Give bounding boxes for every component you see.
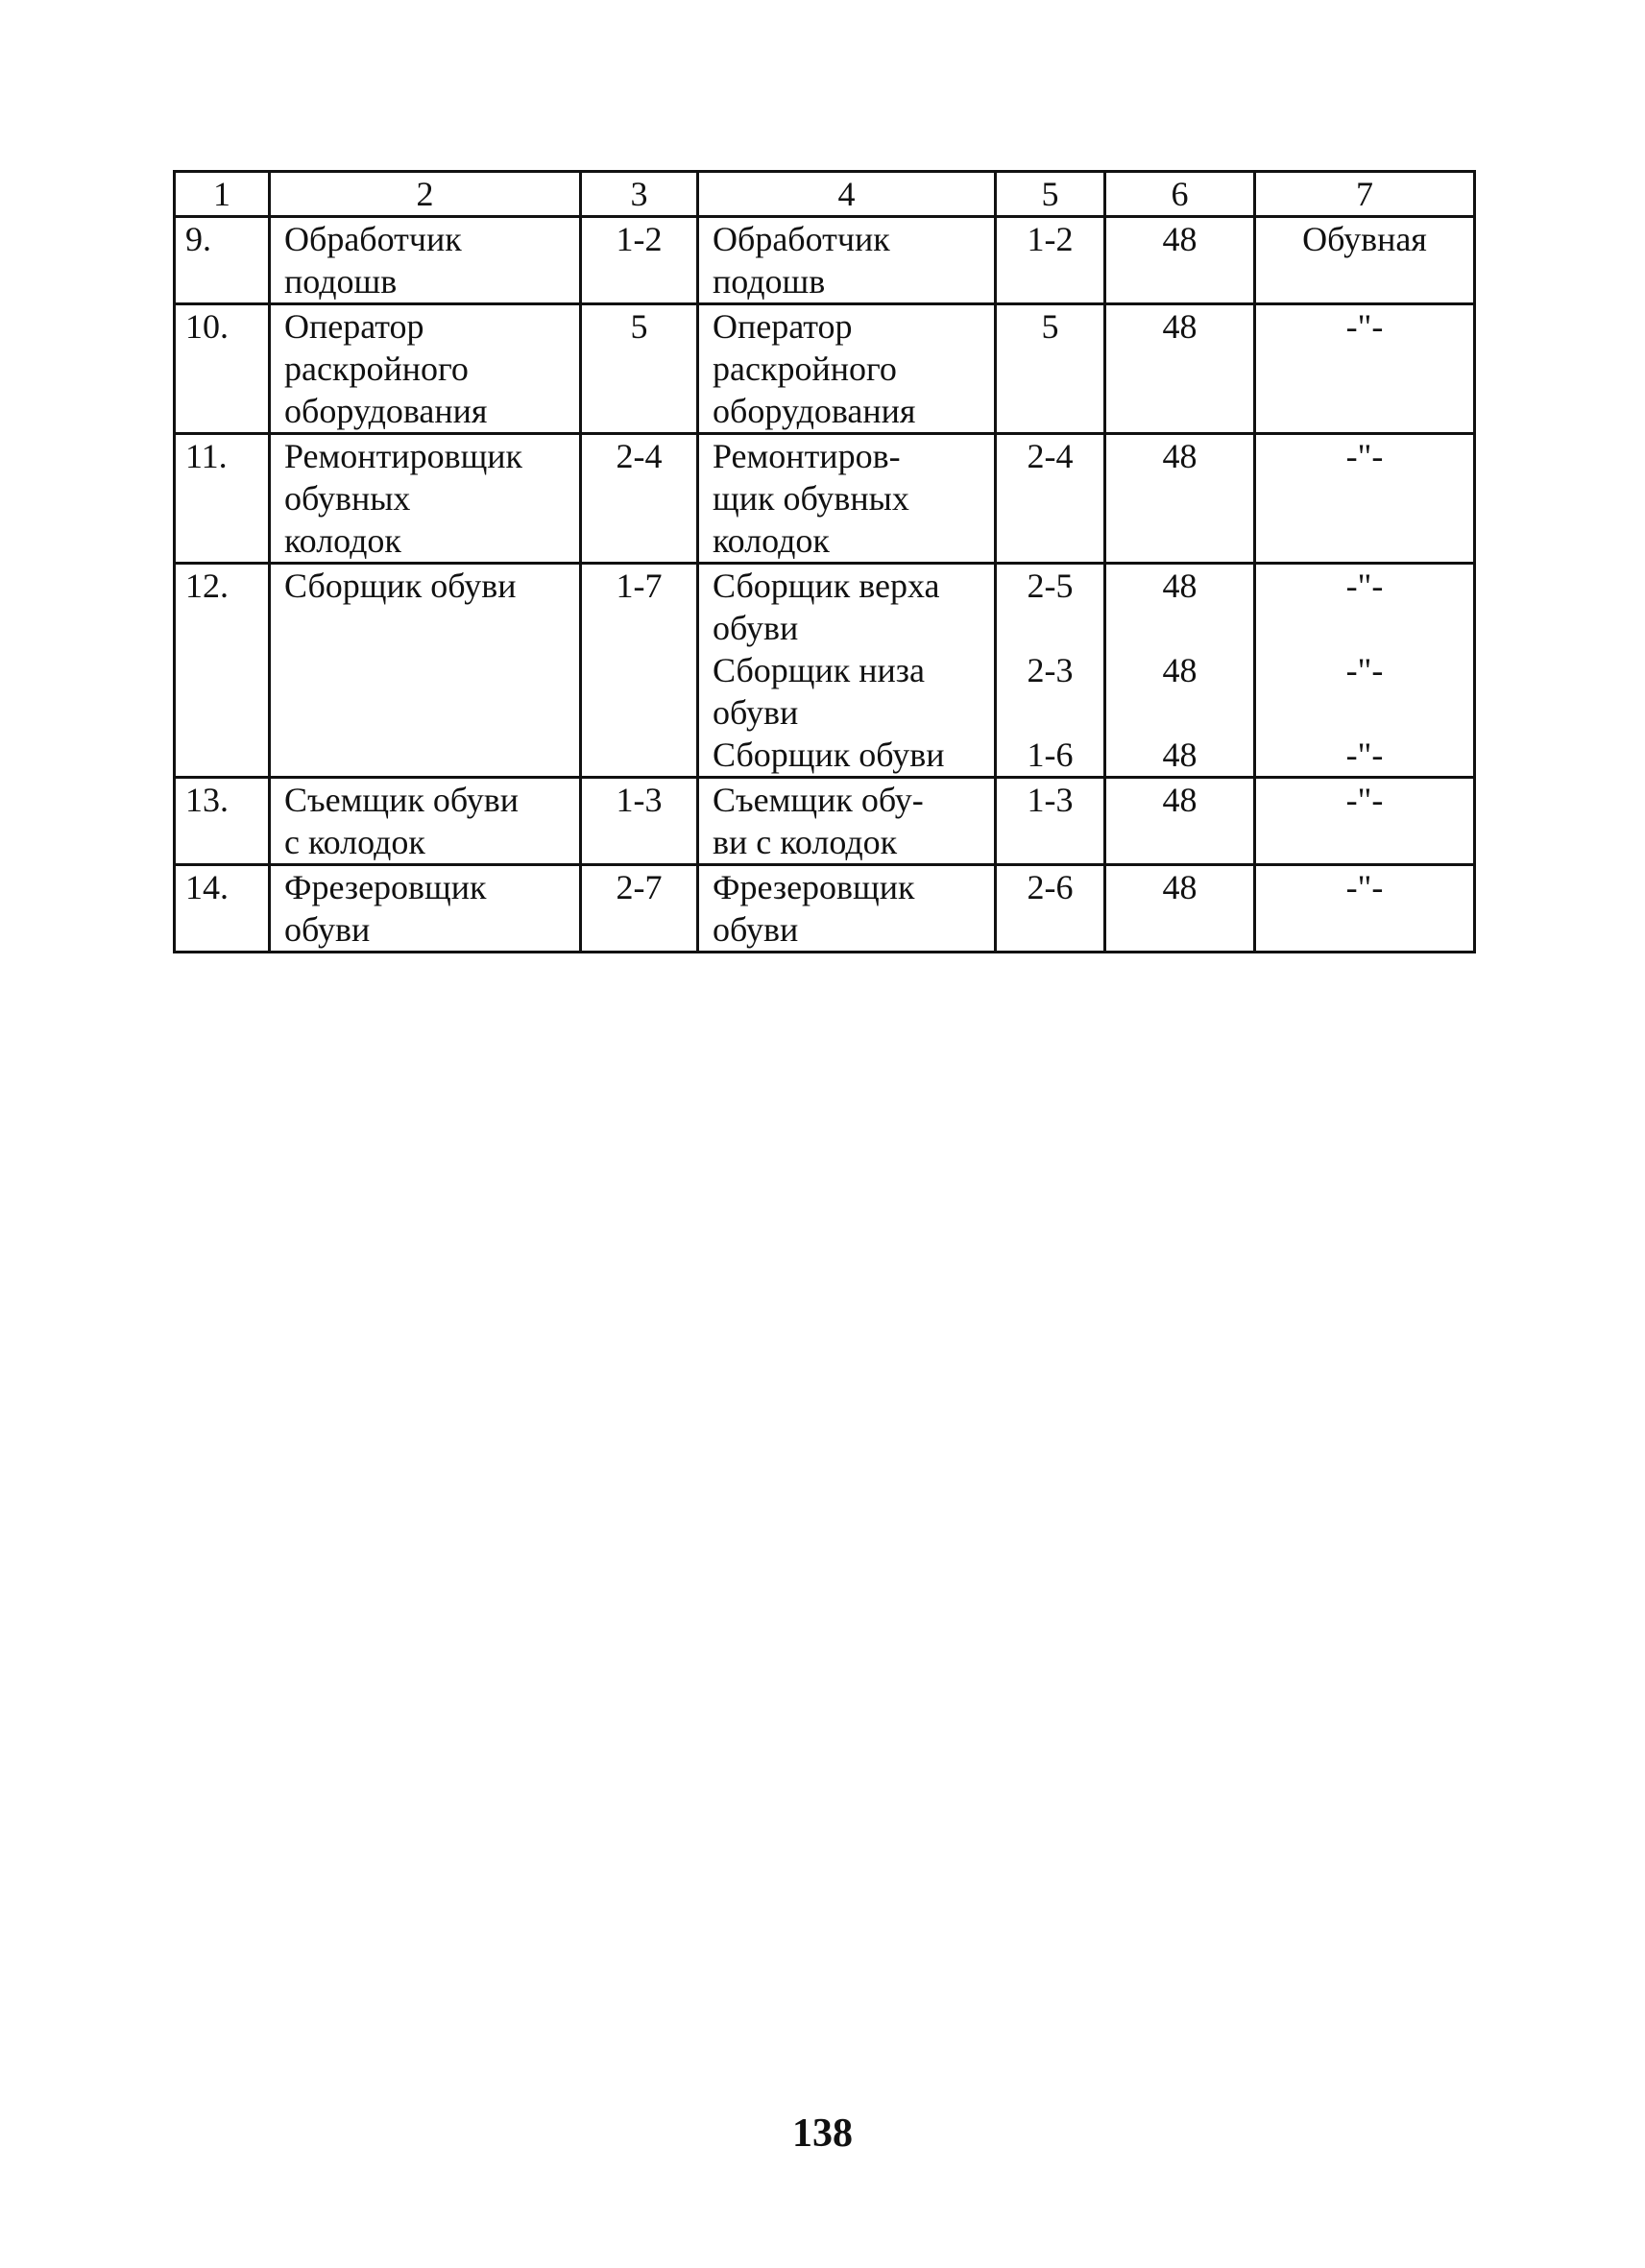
column-header: 7 — [1255, 172, 1475, 217]
cell-text-line: обуви — [713, 910, 799, 949]
cell-text-line: 48 — [1162, 567, 1197, 605]
cell-text-line — [1001, 607, 1100, 649]
cell-text-line — [1110, 607, 1249, 649]
cell-text-line: -"- — [1345, 736, 1384, 774]
cell-text-line: Фрезеровщик — [713, 868, 915, 906]
hours-cell — [1105, 865, 1255, 953]
industry-cell — [1255, 564, 1475, 778]
cell-text-line: ви с колодок — [713, 823, 898, 861]
industry-cell — [1255, 434, 1475, 564]
cell-text-line: 48 — [1162, 437, 1197, 475]
professions-table — [173, 170, 1476, 953]
cell-text-line: 1-2 — [1027, 220, 1074, 258]
cell-text-line: -"- — [1345, 307, 1384, 346]
grade-cell — [996, 865, 1105, 953]
cell-text-line: 5 — [630, 307, 648, 346]
column-header: 1 — [175, 172, 270, 217]
column-header: 6 — [1105, 172, 1255, 217]
cell-text-line: Оператор — [713, 307, 853, 346]
row-number-cell — [175, 778, 270, 865]
cell-text-line — [1260, 607, 1469, 649]
cell-text-line: колодок — [284, 521, 401, 560]
cell-text-line: 48 — [1162, 651, 1197, 689]
cell-text-line: -"- — [1345, 567, 1384, 605]
cell-text-line: Сборщик обуви — [284, 567, 517, 605]
grade-range-cell — [581, 564, 698, 778]
hours-cell — [1105, 434, 1255, 564]
grade-cell — [996, 217, 1105, 304]
hours-cell — [1105, 778, 1255, 865]
cell-text-line: -"- — [1345, 437, 1384, 475]
cell-text-line: Ремонтиров- — [713, 437, 901, 475]
cell-text-line: 2-4 — [1027, 437, 1074, 475]
cell-text-line: Сборщик верха — [713, 567, 940, 605]
hours-cell — [1105, 217, 1255, 304]
profession-name-cell — [698, 865, 996, 953]
row-number-cell — [175, 434, 270, 564]
cell-text-line — [1001, 691, 1100, 734]
cell-text-line: Ремонтировщик — [284, 437, 523, 475]
profession-name-cell — [698, 217, 996, 304]
cell-text-line: -"- — [1345, 868, 1384, 906]
row-number: 13. — [185, 781, 229, 819]
profession-cell — [270, 564, 581, 778]
table-row — [175, 564, 1475, 778]
cell-text-line: 2-3 — [1027, 651, 1074, 689]
cell-text-line: колодок — [713, 521, 830, 560]
row-number: 12. — [185, 567, 229, 605]
grade-range-cell — [581, 217, 698, 304]
cell-text-line: -"- — [1345, 781, 1384, 819]
cell-text-line: 1-2 — [616, 220, 663, 258]
profession-name-cell — [698, 304, 996, 434]
industry-cell — [1255, 304, 1475, 434]
cell-text-line: обуви — [713, 609, 799, 647]
cell-text-line: -"- — [1345, 651, 1384, 689]
cell-text-line: подошв — [284, 262, 398, 301]
cell-text-line: обуви — [284, 910, 371, 949]
cell-text-line: 48 — [1162, 868, 1197, 906]
column-header: 4 — [698, 172, 996, 217]
cell-text-line: оборудования — [713, 392, 916, 430]
grade-cell — [996, 778, 1105, 865]
page-number: 138 — [792, 2111, 853, 2156]
row-number-cell — [175, 564, 270, 778]
cell-text-line: 5 — [1041, 307, 1059, 346]
cell-text-line: обуви — [713, 693, 799, 732]
cell-text-line: раскройного — [284, 350, 469, 388]
cell-text-line: Съемщик обуви — [284, 781, 520, 819]
profession-cell — [270, 434, 581, 564]
row-number: 9. — [185, 220, 211, 258]
grade-range-cell — [581, 304, 698, 434]
profession-name-cell — [698, 564, 996, 778]
table-row — [175, 304, 1475, 434]
industry-cell — [1255, 865, 1475, 953]
cell-text-line — [1110, 691, 1249, 734]
table-row — [175, 217, 1475, 304]
cell-text-line: щик обувных — [713, 479, 909, 518]
cell-text-line — [1260, 691, 1469, 734]
cell-text-line: оборудования — [284, 392, 488, 430]
hours-cell — [1105, 564, 1255, 778]
cell-text-line: 2-4 — [616, 437, 663, 475]
cell-text-line: 1-3 — [616, 781, 663, 819]
cell-text-line: Фрезеровщик — [284, 868, 487, 906]
grade-cell — [996, 304, 1105, 434]
cell-text-line: 48 — [1162, 736, 1197, 774]
column-header: 5 — [996, 172, 1105, 217]
cell-text-line: с колодок — [284, 823, 425, 861]
column-header: 2 — [270, 172, 581, 217]
cell-text-line: 1-3 — [1027, 781, 1074, 819]
cell-text-line: Съемщик обу- — [713, 781, 924, 819]
cell-text-line: Обработчик — [713, 220, 890, 258]
cell-text-line: Сборщик обуви — [713, 736, 945, 774]
industry-cell — [1255, 778, 1475, 865]
row-number-cell — [175, 217, 270, 304]
grade-range-cell — [581, 434, 698, 564]
profession-cell — [270, 304, 581, 434]
row-number: 10. — [185, 307, 229, 346]
profession-cell — [270, 217, 581, 304]
row-number-cell — [175, 304, 270, 434]
table-header-row — [175, 172, 1475, 217]
table-row — [175, 865, 1475, 953]
table-row — [175, 434, 1475, 564]
cell-text-line: обувных — [284, 479, 411, 518]
cell-text-line: 2-6 — [1027, 868, 1074, 906]
profession-name-cell — [698, 778, 996, 865]
grade-cell — [996, 564, 1105, 778]
cell-text-line: Обработчик — [284, 220, 462, 258]
cell-text-line: Сборщик низа — [713, 651, 925, 689]
cell-text-line: Оператор — [284, 307, 424, 346]
cell-text-line: подошв — [713, 262, 826, 301]
industry-cell — [1255, 217, 1475, 304]
cell-text-line: 48 — [1162, 307, 1197, 346]
grade-range-cell — [581, 778, 698, 865]
cell-text-line: 48 — [1162, 220, 1197, 258]
grade-range-cell — [581, 865, 698, 953]
row-number-cell — [175, 865, 270, 953]
profession-cell — [270, 778, 581, 865]
cell-text-line: Обувная — [1302, 220, 1427, 258]
cell-text-line: 2-5 — [1027, 567, 1074, 605]
grade-cell — [996, 434, 1105, 564]
row-number: 14. — [185, 868, 229, 906]
cell-text-line: 48 — [1162, 781, 1197, 819]
row-number: 11. — [185, 437, 228, 475]
cell-text-line: раскройного — [713, 350, 897, 388]
table-row — [175, 778, 1475, 865]
cell-text-line: 1-6 — [1027, 736, 1074, 774]
cell-text-line: 2-7 — [616, 868, 663, 906]
profession-cell — [270, 865, 581, 953]
column-header: 3 — [581, 172, 698, 217]
hours-cell — [1105, 304, 1255, 434]
profession-name-cell — [698, 434, 996, 564]
cell-text-line: 1-7 — [616, 567, 663, 605]
table-body — [175, 172, 1475, 953]
